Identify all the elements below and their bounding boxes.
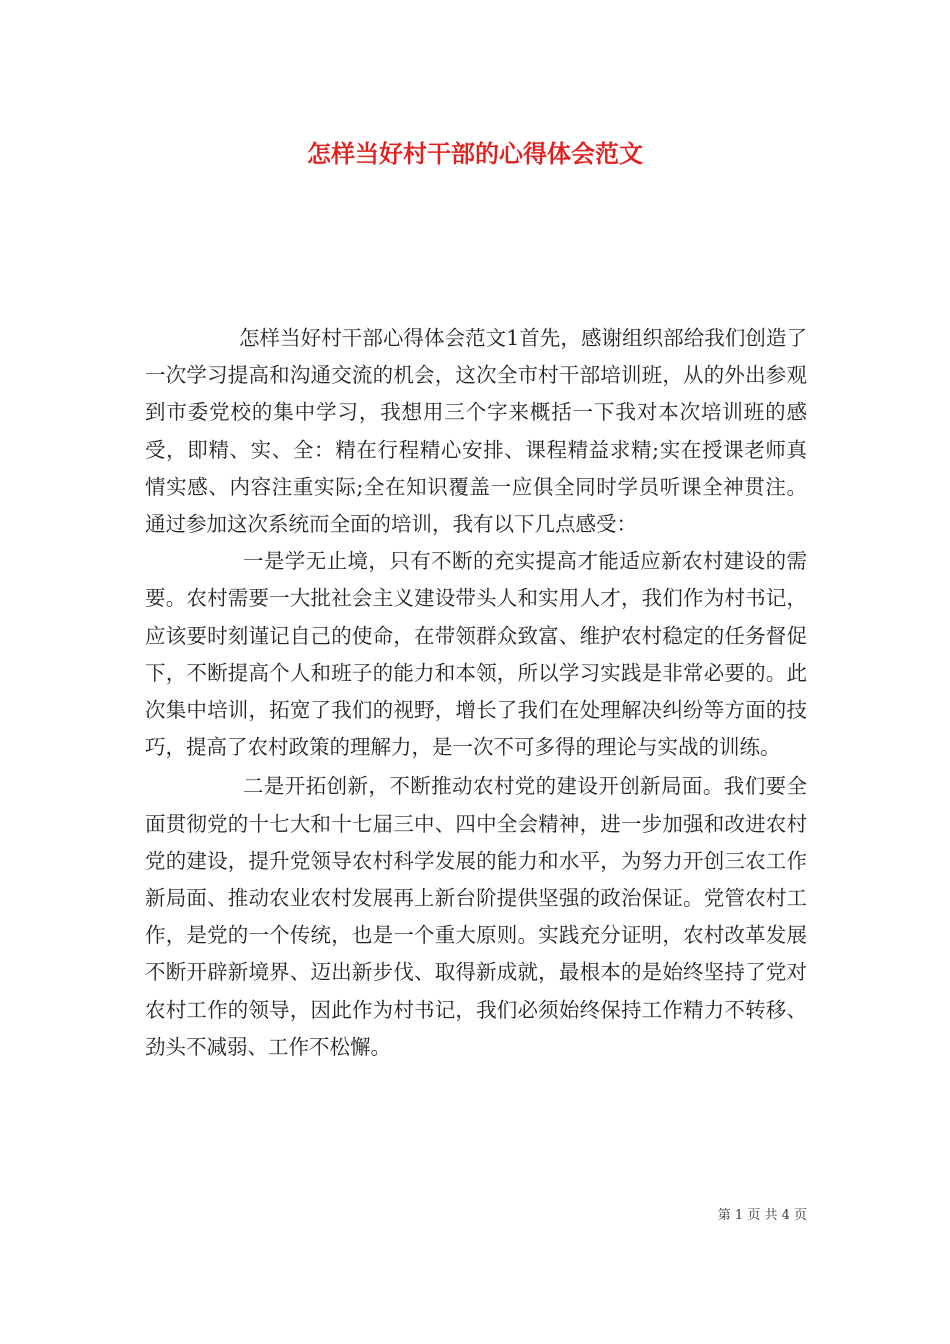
paragraph-intro: 怎样当好村干部心得体会范文1首先，感谢组织部给我们创造了一次学习提高和沟通交流的机会，这次全市村干部培训班，从的外出参观到市委党校的集中学习，我想用三个字来概括一下我对本次培训班的感受，即精、实、全：精在行程精心安排、课程精益求精;实在授课老师真情实感、内容注重实际;全在知识覆盖一应俱全同时学员听课全神贯注。通过参加这次系统而全面的培训，我有以下几点感受： [145,326,807,537]
document-body [145,320,807,1066]
document-title: 怎样当好村干部的心得体会范文 [307,139,643,168]
page-number-footer: 第 1 页 共 4 页 [717,1208,807,1223]
paragraph-point-one: 一是学无止境，只有不断的充实提高才能适应新农村建设的需要。农村需要一大批社会主义建设带头人和实用人才，我们作为村书记，应该要时刻谨记自己的使命，在带领群众致富、维护农村稳定的任务督促下，不断提高个人和班子的能力和本领，所以学习实践是非常必要的。此次集中培训，拓宽了我们的视野，增长了我们在处理解决纠纷等方面的技巧，提高了农村政策的理解力，是一次不可多得的理论与实战的训练。 [145,549,807,760]
paragraph-point-two: 二是开拓创新，不断推动农村党的建设开创新局面。我们要全面贯彻党的十七大和十七届三中、四中全会精神，进一步加强和改进农村党的建设，提升党领导农村科学发展的能力和水平，为努力开创三农工作新局面、推动农业农村发展再上新台阶提供坚强的政治保证。党管农村工作，是党的一个传统，也是一个重大原则。实践充分证明，农村改革发展不断开辟新境界、迈出新步伐、取得新成就，最根本的是始终坚持了党对农村工作的领导，因此作为村书记，我们必须始终保持工作精力不转移、劲头不减弱、工作不松懈。 [145,774,807,1059]
